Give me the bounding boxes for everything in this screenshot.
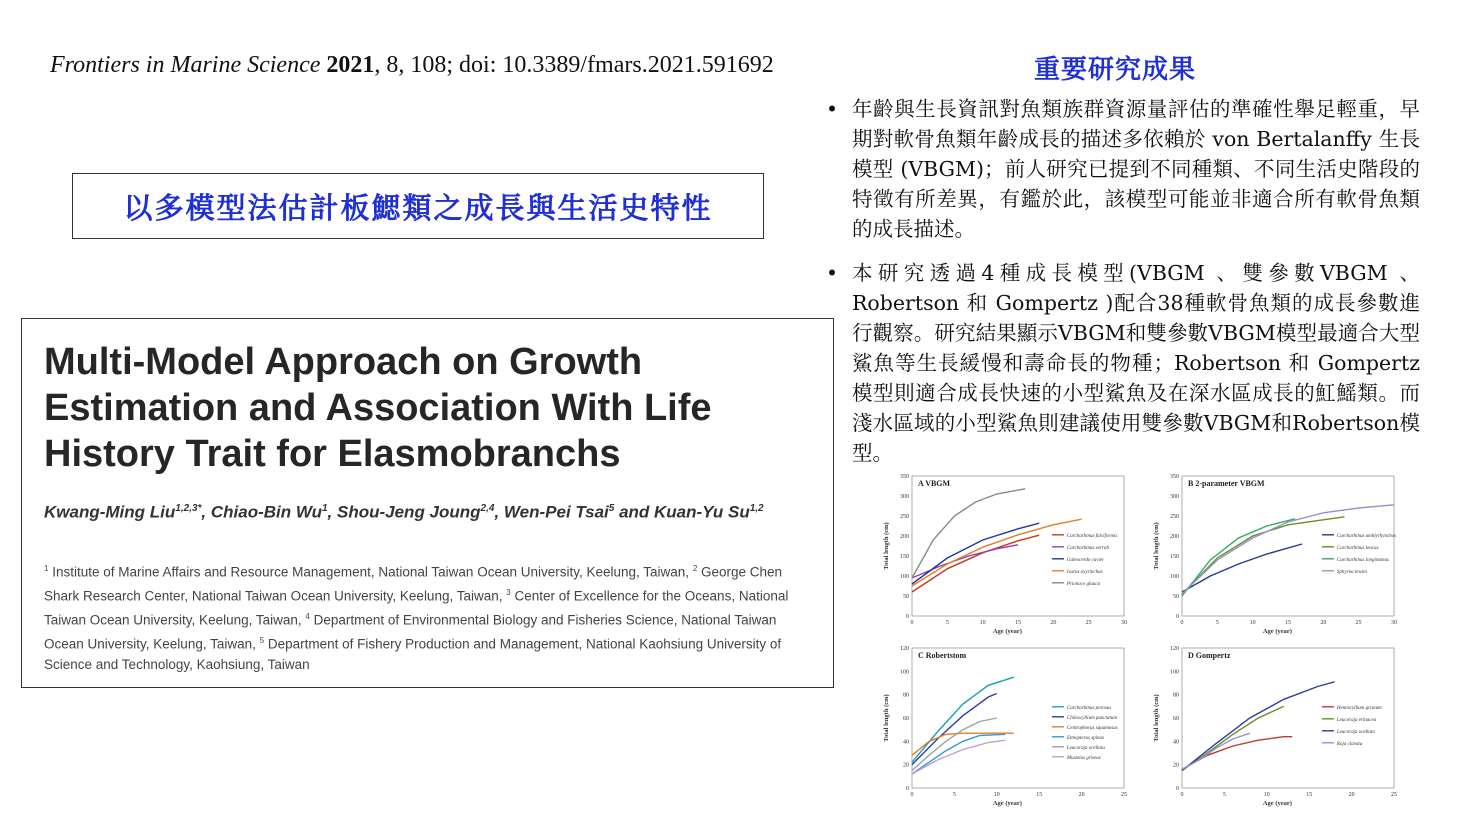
author-separator: , — [201, 502, 211, 522]
x-tick-label: 10 — [993, 792, 1000, 798]
series-line — [1182, 544, 1302, 592]
chart-title: D Gompertz — [1188, 651, 1231, 660]
x-axis-label: Age (year) — [1262, 800, 1292, 807]
y-tick-label: 80 — [903, 692, 909, 699]
x-tick-label: 25 — [1085, 620, 1092, 626]
author-name: Kwang-Ming Liu — [44, 502, 176, 522]
chart-title: B 2-parameter VBGM — [1188, 479, 1265, 488]
finding-item: • 年齡與生長資訊對魚類族群資源量評估的準確性舉足輕重，早期對軟骨魚類年齡成長的描述多依賴於 von Bertalanffy 生長模型 (VBGM)；前人研究已提到不同種類、不同生活史階段的特徵有所差異，有鑑於此，該模型可能並非適合所有軟骨魚類的成長描述。 — [822, 94, 1420, 244]
affiliation-mark: 4 — [305, 612, 310, 621]
legend-label: Leucoraja erinacea — [1336, 717, 1377, 723]
x-tick-label: 25 — [1391, 792, 1397, 798]
chart-d-gompertz — [1148, 640, 1410, 815]
x-tick-label: 5 — [1215, 620, 1219, 626]
author-affiliation-mark: 1,2 — [749, 503, 764, 514]
y-tick-label: 300 — [900, 494, 909, 500]
y-axis-label: Total length (cm) — [1153, 522, 1160, 570]
legend-label: Chiloscyllium punctatum — [1066, 715, 1118, 721]
author-affiliation-mark: 1,2,3* — [175, 503, 202, 514]
y-tick-label: 40 — [1173, 739, 1179, 746]
paper-header-box — [21, 318, 834, 688]
chart-b-2param-vbgm — [1148, 468, 1410, 643]
x-tick-label: 0 — [910, 620, 914, 626]
x-axis-label: Age (year) — [992, 628, 1022, 635]
legend-label: Prionace glauca — [1066, 581, 1101, 587]
affiliation-text: George Chen Shark Research Center, National Taiwan Ocean University, Keelung, Taiwan, — [44, 564, 783, 604]
y-tick-label: 100 — [1170, 574, 1179, 580]
author-affiliation-mark: 5 — [608, 503, 615, 514]
legend-label: Leucoraja ocellata — [1336, 729, 1375, 735]
y-tick-label: 50 — [903, 594, 909, 600]
y-axis-label: Total length (cm) — [883, 694, 890, 742]
legend-label: Sphyrna lewini — [1336, 569, 1368, 575]
citation-journal: Frontiers in Marine Science — [50, 52, 321, 78]
series-line — [912, 489, 1025, 578]
x-tick-label: 5 — [952, 792, 956, 798]
chart-svg — [878, 640, 1140, 810]
y-tick-label: 0 — [1176, 786, 1179, 792]
y-tick-label: 350 — [1170, 474, 1179, 480]
y-tick-label: 100 — [900, 669, 909, 676]
y-axis-label: Total length (cm) — [883, 522, 890, 570]
y-tick-label: 20 — [903, 762, 909, 769]
x-tick-label: 10 — [1263, 792, 1270, 798]
x-tick-label: 10 — [979, 620, 986, 626]
y-tick-label: 50 — [1173, 594, 1179, 600]
y-tick-label: 60 — [903, 716, 909, 722]
y-tick-label: 100 — [900, 574, 909, 580]
chart-svg — [1148, 468, 1410, 638]
legend-label: Raja clavata — [1336, 741, 1363, 747]
legend-label: Carcharhinus falciformis — [1066, 533, 1118, 539]
x-axis-label: Age (year) — [992, 800, 1022, 807]
x-tick-label: 25 — [1355, 620, 1362, 626]
y-axis-label: Total length (cm) — [1153, 694, 1160, 742]
x-tick-label: 20 — [1320, 620, 1327, 626]
series-line — [912, 734, 1005, 774]
finding-item: • 本研究透過4種成長模型(VBGM 、雙參數VBGM 、Robertson 和 Gompertz )配合38種軟骨魚類的成長參數進行觀察。研究結果顯示VBGM和雙參數VBGM模型最適合大型鯊魚等生長緩慢和壽命長的物種；Robertson 和 Gompertz 模型則適合成長快速的小型鯊魚及在深水區成長的魟鰩類。而淺水區域的小型鯊魚則建議使用雙參數VBGM和Robertson模型。 — [822, 258, 1420, 468]
legend-label: Carcharhinus sorrah — [1066, 545, 1110, 551]
author-separator: , — [494, 502, 504, 522]
x-tick-label: 15 — [1036, 792, 1043, 798]
y-tick-label: 200 — [1170, 534, 1179, 540]
affiliation-text: Department of Environmental Biology and Fisheries Science, National Taiwan Ocean University, Keelung, Taiwan, — [44, 612, 777, 652]
series-line — [1182, 733, 1250, 769]
affiliation-mark: 5 — [259, 636, 265, 645]
y-tick-label: 150 — [1170, 554, 1179, 560]
legend-label: Carcharhinus porosus — [1066, 705, 1112, 711]
legend-label: Isurus oxyrinchus — [1066, 569, 1103, 575]
author-affiliation-mark: 2,4 — [480, 503, 495, 514]
x-tick-label: 15 — [1306, 792, 1313, 798]
x-tick-label: 5 — [1222, 792, 1226, 798]
legend-label: Hemiscyllium griseum — [1336, 705, 1382, 711]
affiliation-mark: 3 — [506, 588, 511, 597]
author-name: Wen-Pei Tsai — [503, 502, 609, 522]
legend-label: Galeocerdo cuvier — [1066, 557, 1105, 563]
x-tick-label: 0 — [1180, 620, 1184, 626]
y-tick-label: 0 — [1176, 614, 1179, 620]
y-tick-label: 60 — [1173, 716, 1179, 722]
y-tick-label: 0 — [906, 786, 909, 792]
results-heading: 重要研究成果 — [1034, 55, 1197, 85]
legend-label: Carcharhinus amblyrhynchos — [1336, 533, 1397, 539]
legend-label: Carcharhinus longimanus — [1336, 557, 1390, 563]
chart-a-vbgm — [878, 468, 1140, 643]
series-line — [1182, 519, 1295, 596]
y-tick-label: 300 — [1170, 494, 1179, 500]
author-separator: , — [327, 502, 337, 522]
series-line — [1182, 737, 1292, 770]
legend-label: Leucoraja ocellata — [1066, 745, 1105, 751]
author-separator: and — [614, 502, 655, 522]
x-tick-label: 20 — [1348, 792, 1355, 798]
findings-list — [822, 94, 1420, 468]
affiliation-text: Institute of Marine Affairs and Resource Management, National Taiwan Ocean University, Keelung, Taiwan, — [48, 564, 693, 580]
paper-title: Multi-Model Approach on Growth Estimation and Association With Life History Trait for Elasmobranchs — [44, 341, 712, 475]
chart-title: C Robertstom — [918, 651, 967, 660]
author-affiliation-mark: 1 — [321, 503, 328, 514]
paper-authors — [44, 497, 804, 525]
y-tick-label: 0 — [906, 614, 909, 620]
citation — [50, 52, 774, 79]
x-tick-label: 20 — [1078, 792, 1085, 798]
legend-label: Carcharhinus leucas — [1336, 545, 1379, 551]
chinese-title: 以多模型法估計板鰓類之成長與生活史特性 — [123, 190, 713, 225]
y-tick-label: 120 — [1170, 646, 1179, 652]
citation-details: , 8, 108; doi: 10.3389/fmars.2021.591692 — [374, 52, 774, 78]
author-name: Shou-Jeng Joung — [337, 502, 481, 522]
y-tick-label: 250 — [900, 514, 909, 520]
paper-affiliations — [44, 559, 814, 676]
y-tick-label: 350 — [900, 474, 909, 480]
x-tick-label: 25 — [1121, 792, 1127, 798]
chinese-title-box — [72, 173, 764, 239]
x-tick-label: 15 — [1015, 620, 1021, 626]
x-tick-label: 30 — [1121, 620, 1127, 626]
x-tick-label: 0 — [910, 792, 914, 798]
author-name: Kuan-Yu Su — [654, 502, 750, 522]
chart-svg — [1148, 640, 1410, 810]
chart-c-robertson — [878, 640, 1140, 815]
affiliation-text: Center of Excellence for the Oceans, National Taiwan Ocean University, Keelung, Taiwan, — [44, 588, 789, 628]
y-tick-label: 20 — [1173, 762, 1179, 769]
affiliation-mark: 2 — [692, 564, 698, 573]
legend-label: Etmopterus spinax — [1066, 735, 1105, 741]
x-tick-label: 10 — [1249, 620, 1256, 626]
x-tick-label: 5 — [945, 620, 949, 626]
x-tick-label: 20 — [1050, 620, 1057, 626]
author-name: Chiao-Bin Wu — [210, 502, 322, 522]
y-tick-label: 120 — [900, 646, 909, 652]
x-tick-label: 30 — [1391, 620, 1397, 626]
x-tick-label: 0 — [1180, 792, 1184, 798]
legend-label: Mustelus griseus — [1066, 755, 1101, 761]
citation-year: 2021 — [326, 52, 375, 78]
y-tick-label: 250 — [1170, 514, 1179, 520]
y-tick-label: 150 — [900, 554, 909, 560]
affiliation-mark: 1 — [44, 564, 49, 573]
chart-title: A VBGM — [918, 479, 951, 488]
chart-svg — [878, 468, 1140, 638]
affiliation-text: Department of Fishery Production and Management, National Kaohsiung University of Science and Technology, Kaohsiung, Taiwan — [44, 636, 782, 672]
legend-label: Centrophorus squamosus — [1066, 725, 1118, 731]
y-tick-label: 80 — [1173, 692, 1179, 699]
y-tick-label: 40 — [903, 739, 909, 746]
series-line — [912, 694, 997, 765]
x-tick-label: 15 — [1285, 620, 1291, 626]
y-tick-label: 200 — [900, 534, 909, 540]
y-tick-label: 100 — [1170, 669, 1179, 676]
x-axis-label: Age (year) — [1262, 628, 1292, 635]
